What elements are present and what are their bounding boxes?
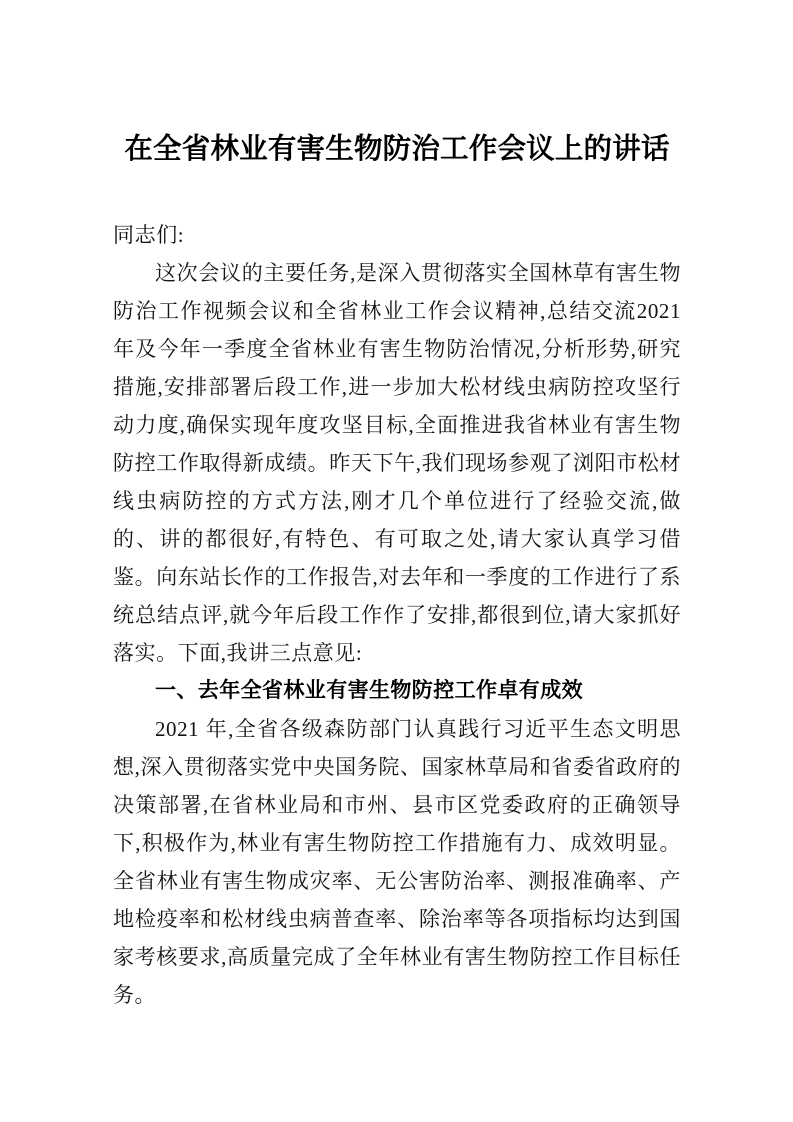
page-title-line-2: 话 <box>640 134 670 165</box>
section-heading-1: 一、去年全省林业有害生物防控工作卓有成效 <box>155 679 583 702</box>
page-title-line-1: 在全省林业有害生物防治工作会议上的讲 <box>124 134 641 165</box>
paragraph-section-1-1: 2021 年,全省各级森防部门认真践行习近平生态文明思想,深入贯彻落实党中央国务院、国家林草局和省委省政府的决策部署,在省林业局和市州、县市区党委政府的正确领导下,积极作为,林业有害生物防控工作措施有力、成效明显。全省林业有害生物成灾率、无公害防治率、测报准确率、产地检疫率和松材线虫病普查率、除治率等各项指标均达到国家考核要求,高质量完成了全年林业有害生物防控工作目标任务。 <box>113 717 681 1007</box>
document-content <box>113 0 681 1014</box>
paragraph-intro: 这次会议的主要任务,是深入贯彻落实全国林草有害生物防治工作视频会议和全省林业工作会议精神,总结交流2021 年及今年一季度全省林业有害生物防治情况,分析形势,研究措施,安排部署后段工作,进一步加大松材线虫病防控攻坚行动力度,确保实现年度攻坚目标,全面推进我省林业有害生物防控工作取得新成绩。昨天下午,我们现场参观了浏阳市松材线虫病防控的方式方法,刚才几个单位进行了经验交流,做的、讲的都很好,有特色、有可取之处,请大家认真学习借鉴。向东站长作的工作报告,对去年和一季度的工作进行了系统总结点评,就今年后段工作作了安排,都很到位,请大家抓好落实。下面,我讲三点意见: <box>113 261 681 665</box>
salutation: 同志们: <box>113 223 185 247</box>
page-title <box>113 0 681 172</box>
